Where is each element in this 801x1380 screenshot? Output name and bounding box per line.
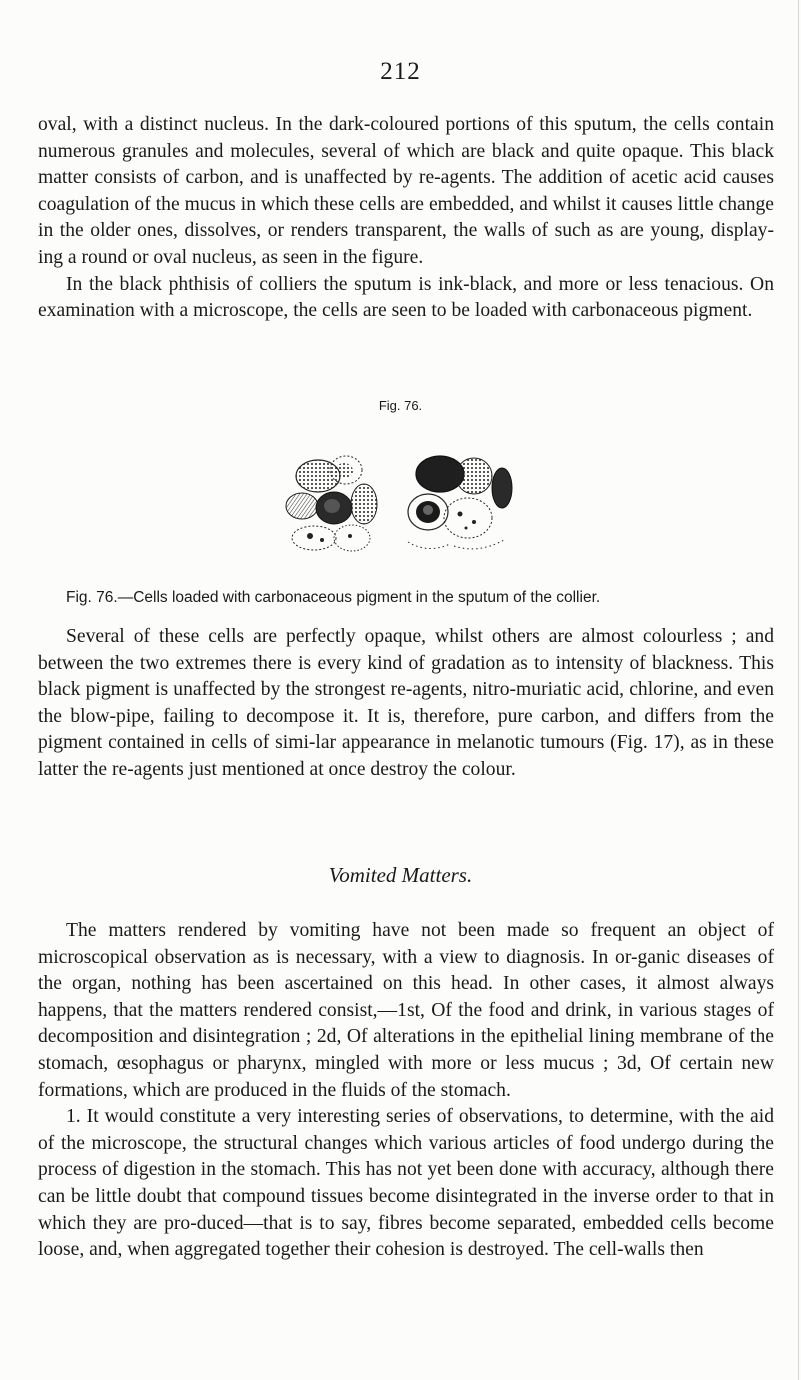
page-edge	[798, 0, 799, 1380]
paragraph-black-phthisis: In the black phthisis of colliers the sputum is ink-black, and more or less tenacious. On examination with a microscope, the cells are seen to be loaded with carbonaceous pigment.	[38, 273, 774, 322]
figure-illustration	[278, 446, 528, 556]
section-heading: Vomited Matters.	[328, 863, 473, 887]
paragraph-pigment-opacity: Several of these cells are perfectly opaque, whilst others are almost colourless ; and between the two extremes there is every kind of gradation as to intensity of blackness. This black pigment is unaffected by the strongest re-agents, nitro-muriatic acid, chlorine, and even the blow-pipe, failing to decompose it. It is, therefore, pure carbon, and differs from the pigment contained in cells of simi-lar appearance in melanotic tumours (Fig. 17), as in these latter the re-agents just mentioned at once destroy the colour.	[38, 626, 774, 780]
figure-label: Fig. 76.	[378, 398, 423, 413]
text-block-middle	[38, 624, 774, 784]
figure-caption: Fig. 76.—Cells loaded with carbonaceous pigment in the sputum of the collier.	[66, 589, 601, 606]
paragraph-digestion-observations: 1. It would constitute a very interesting series of observations, to determine, with the aid of the microscope, the structural changes which various articles of food undergo during the process of digestion in the stomach. This has not yet been done with accuracy, although there can be little doubt that compound tissues become disintegrated in the inverse order to that in which they are pro-duced—that is to say, fibres become separated, embedded cells become loose, and, when aggregated together their cohesion is destroyed. The cell-walls then	[38, 1106, 774, 1261]
cell-cluster-right	[408, 456, 512, 549]
paragraph-sputum-cells: oval, with a distinct nucleus. In the dark-coloured portions of this sputum, the cells contain numerous granules and molecules, several of which are black and quite opaque. This black matter consists of carbon, and is unaffected by re-agents. The addition of acetic acid causes coagulation of the mucus in which these cells are embedded, and whilst it causes little change in the older ones, dissolves, or renders transparent, the walls of such as are young, display-ing a round or oval nucleus, as seen in the figure.	[38, 114, 774, 268]
page-number: 212	[380, 58, 421, 85]
cell-cluster-left	[286, 456, 377, 551]
text-block-bottom	[38, 918, 774, 1264]
paragraph-vomited-matters: The matters rendered by vomiting have not been made so frequent an object of microscopical observation as is necessary, with a view to diagnosis. In or-ganic diseases of the organ, nothing has been ascertained on this head. In other cases, it almost always happens, that the matters rendered consist,—1st, Of the food and drink, in various stages of decomposition and disintegration ; 2d, Of alterations in the epithelial lining membrane of the stomach, œsophagus or pharynx, mingled with more or less mucus ; 3d, Of certain new formations, which are produced in the fluids of the stomach.	[38, 920, 774, 1101]
text-block-top	[38, 112, 774, 325]
